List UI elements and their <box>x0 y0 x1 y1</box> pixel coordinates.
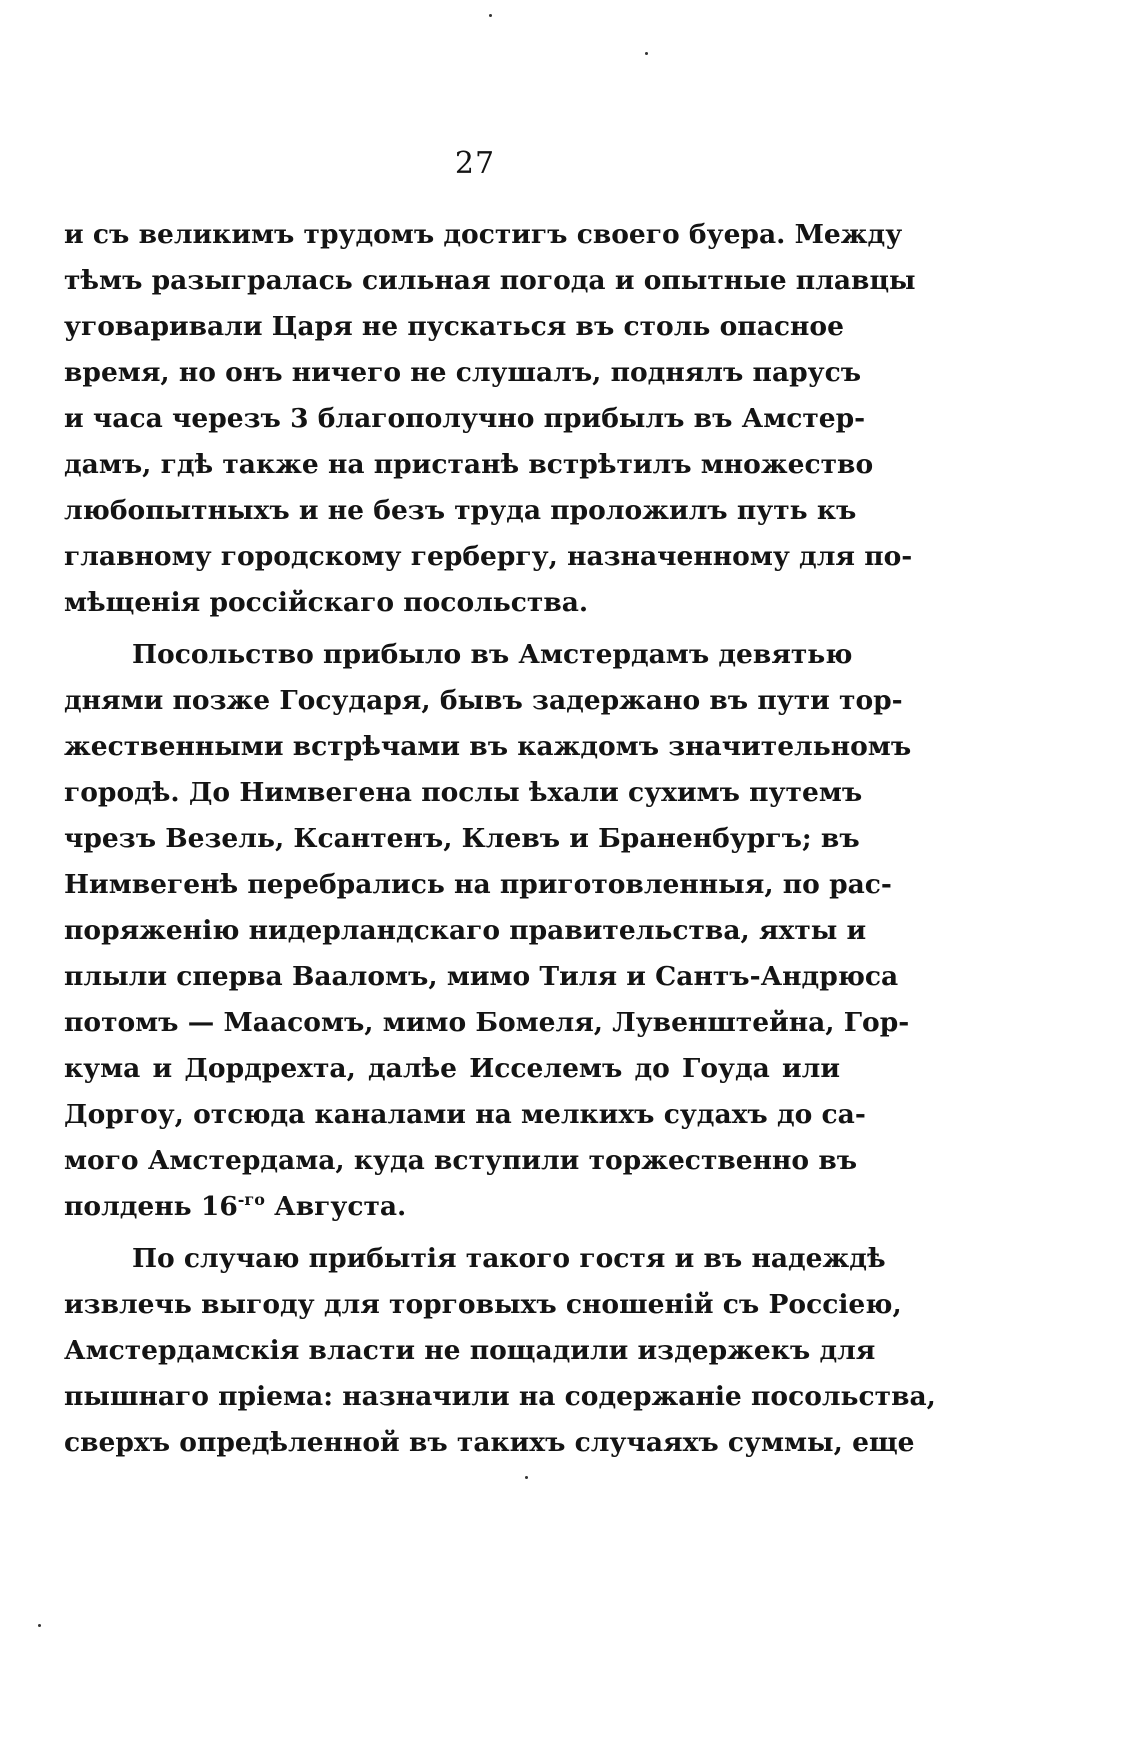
text-line: чрезъ Везель, Ксантенъ, Клевъ и Браненбургъ; въ <box>64 823 860 854</box>
text-line: городѣ. До Нимвегена послы ѣхали сухимъ путемъ <box>64 777 863 808</box>
ordinal-suffix: -го <box>237 1190 265 1209</box>
text-line: извлечь выгоду для торговыхъ сношеній съ Россіею, <box>64 1289 902 1320</box>
text-line: Амстердамскія власти не пощадили издержекъ для <box>64 1335 876 1366</box>
text-line: главному городскому гербергу, назначенному для по- <box>64 541 913 572</box>
text-line: тѣмъ разыгралась сильная погода и опытные плавцы <box>64 265 916 296</box>
month-text: Августа. <box>264 1191 407 1222</box>
text-line: любопытныхъ и не безъ труда проложилъ путь къ <box>64 495 857 526</box>
text-line: По случаю прибытія такого гостя и въ надеждѣ <box>132 1243 886 1274</box>
text-line: и часа черезъ 3 благополучно прибылъ въ Амстер- <box>64 403 866 434</box>
print-speck <box>489 14 492 17</box>
text-line: Посольство прибыло въ Амстердамъ девятью <box>132 639 853 670</box>
text-line <box>64 1184 840 1230</box>
text-line: Доргоу, отсюда каналами на мелкихъ судахъ до са- <box>64 1099 866 1130</box>
text-line: сверхъ опредѣленной въ такихъ случаяхъ суммы, еще <box>64 1427 915 1458</box>
text-line: уговаривали Царя не пускаться въ столь опасное <box>64 311 844 342</box>
text-line: днями позже Государя, бывъ задержано въ пути тор- <box>64 685 903 716</box>
text-line: жественными встрѣчами въ каждомъ значительномъ <box>64 731 912 762</box>
text-line: мѣщенія россійскаго посольства. <box>64 587 589 618</box>
print-speck <box>525 1476 528 1479</box>
date-text: полдень 16 <box>64 1191 238 1222</box>
text-line: кума и Дордрехта, далѣе Исселемъ до Гоуда или <box>64 1053 840 1084</box>
paragraph <box>64 632 912 1230</box>
paragraph <box>64 1236 936 1466</box>
text-line: и съ великимъ трудомъ достигъ своего буера. Между <box>64 219 903 250</box>
text-line: Нимвегенѣ перебрались на приготовленныя, по рас- <box>64 869 892 900</box>
body-text <box>64 212 936 1466</box>
text-line: потомъ — Маасомъ, мимо Бомеля, Лувенштейна, Гор- <box>64 1007 910 1038</box>
text-line: плыли сперва Вааломъ, мимо Тиля и Сантъ-Андрюса <box>64 961 899 992</box>
text-line: мого Амстердама, куда вступили торжественно въ <box>64 1145 858 1176</box>
text-line: поряженію нидерландскаго правительства, яхты и <box>64 915 867 946</box>
print-speck <box>645 52 648 55</box>
print-speck <box>38 1624 41 1627</box>
text-line: дамъ, гдѣ также на пристанѣ встрѣтилъ множество <box>64 449 874 480</box>
page-number: 27 <box>454 146 496 181</box>
paragraph <box>64 212 916 626</box>
text-line: время, но онъ ничего не слушалъ, поднялъ парусъ <box>64 357 862 388</box>
text-line: пышнаго пріема: назначили на содержаніе посольства, <box>64 1381 936 1412</box>
